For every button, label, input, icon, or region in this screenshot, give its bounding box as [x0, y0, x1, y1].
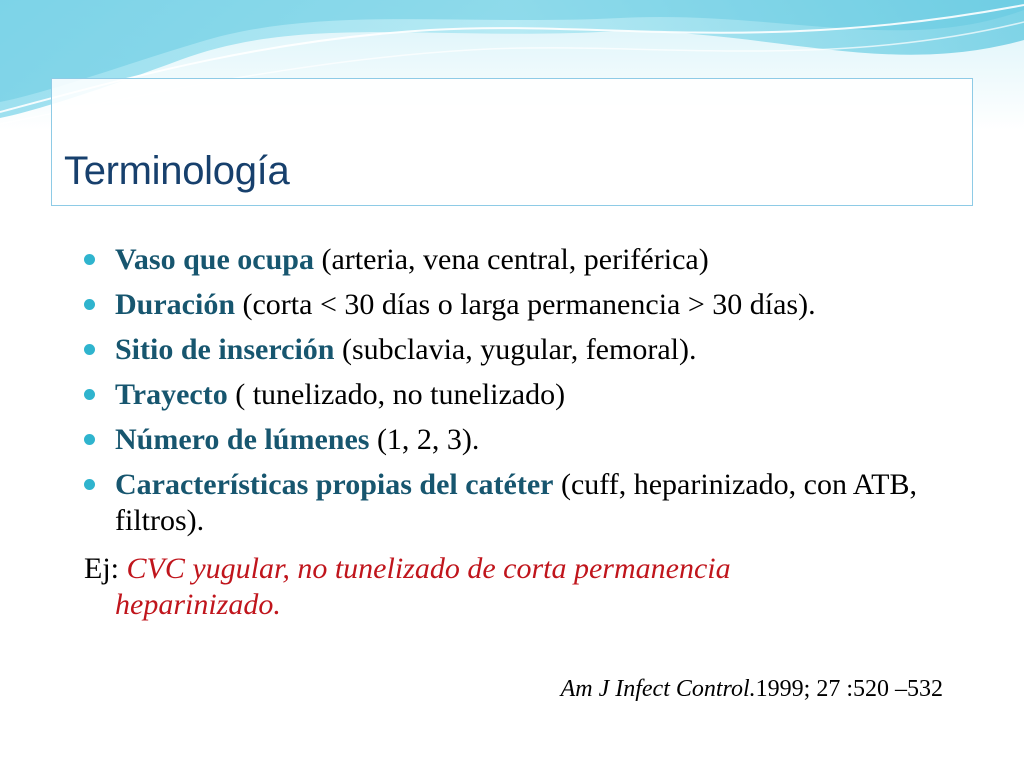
- list-item: [84, 287, 984, 323]
- bullet-term: Características propias del catéter: [115, 468, 554, 501]
- bullet-detail: (subclavia, yugular, femoral).: [334, 333, 697, 366]
- bullet-detail: (cuff, heparinizado, con ATB, filtros).: [115, 468, 917, 537]
- list-item: [84, 422, 984, 458]
- example-prefix: Ej:: [84, 552, 127, 585]
- bullet-term: Sitio de inserción: [115, 333, 335, 366]
- bullet-icon: [84, 254, 95, 265]
- terminology-list: [84, 242, 984, 548]
- bullet-detail: (corta < 30 días o larga permanencia > 30 días).: [235, 288, 816, 321]
- bullet-icon: [84, 434, 95, 445]
- bullet-detail: (arteria, vena central, periférica): [313, 243, 709, 276]
- citation: [561, 676, 943, 703]
- bullet-term: Trayecto: [115, 378, 228, 411]
- bullet-detail: (1, 2, 3).: [369, 423, 480, 456]
- bullet-icon: [84, 479, 95, 490]
- citation-reference: 1999; 27 :520 –532: [755, 676, 943, 702]
- bullet-detail: ( tunelizado, no tunelizado): [227, 378, 566, 411]
- bullet-term: Número de lúmenes: [115, 423, 370, 456]
- citation-journal: Am J Infect Control.: [560, 676, 756, 702]
- bullet-icon: [84, 299, 95, 310]
- list-item: [84, 332, 984, 368]
- list-item: [84, 377, 984, 413]
- bullet-term: Duración: [115, 288, 235, 321]
- title-frame: [51, 78, 973, 206]
- bullet-icon: [84, 389, 95, 400]
- bullet-icon: [84, 344, 95, 355]
- bullet-term: Vaso que ocupa: [115, 243, 314, 276]
- example-text-line2: heparinizado.: [115, 588, 281, 621]
- list-item: [84, 242, 984, 278]
- example-text-line1: CVC yugular, no tunelizado de corta permanencia: [126, 552, 731, 585]
- example-paragraph: [84, 551, 884, 623]
- slide-title: Terminología: [64, 149, 290, 193]
- list-item: [84, 467, 984, 539]
